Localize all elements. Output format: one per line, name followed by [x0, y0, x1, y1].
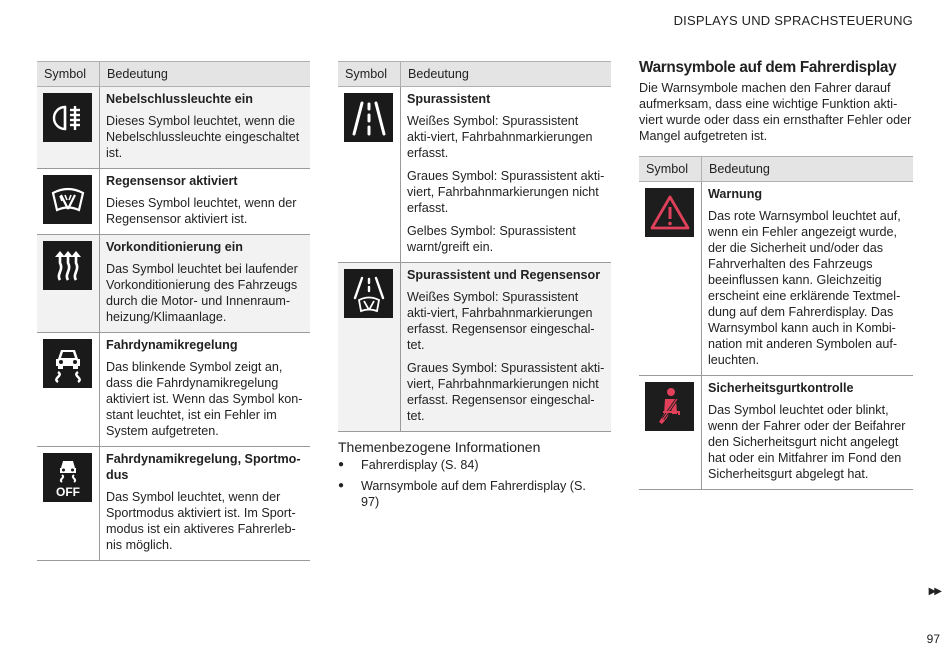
related-link[interactable]: ● Fahrerdisplay (S. 84)	[338, 458, 479, 472]
bullet-icon: ●	[338, 459, 345, 470]
fog-light-icon	[43, 93, 92, 142]
rain-sensor-icon	[43, 175, 92, 224]
col-header-symbol: Symbol	[639, 157, 702, 182]
lane-assist-rain-icon	[344, 269, 393, 318]
section-intro: Die Warnsymbole machen den Fahrer darauf aufmerksam, dass eine wichtige Funktion akti-viert wurde oder dass ein ernsthafter Fehler oder Mangel aufgetreten ist.	[639, 81, 912, 143]
row-text: Das Symbol leuchtet, wenn der Sportmodus aktiviert ist. Im Sport-modus ist ein aktiveres Fahrerleb-nis möglich.	[106, 490, 296, 552]
table-row	[37, 235, 310, 333]
row-text: Gelbes Symbol: Spurassistent warnt/greift ein.	[407, 224, 576, 254]
related-link[interactable]: ● Warnsymbole auf dem Fahrerdisplay (S. 97)	[338, 479, 586, 509]
col-header-symbol: Symbol	[338, 62, 401, 87]
row-title: Fahrdynamikregelung	[106, 338, 238, 352]
symbol-table-left	[37, 61, 310, 561]
symbol-table-middle	[338, 61, 611, 432]
row-text: Weißes Symbol: Spurassistent akti-viert, Fahrbahnmarkierungen erfasst. Regensensor eingeschal-tet.	[407, 290, 595, 352]
col-header-meaning: Bedeutung	[702, 157, 914, 182]
warning-triangle-icon	[645, 188, 694, 237]
table-row	[37, 87, 310, 169]
row-title: Warnung	[708, 187, 763, 201]
table-row	[639, 182, 913, 376]
section-title: Warnsymbole auf dem Fahrerdisplay	[639, 59, 897, 76]
row-text: Graues Symbol: Spurassistent akti-viert, Fahrbahnmarkierungen nicht erfasst. Regensensor eingeschal-tet.	[407, 361, 605, 423]
row-title: Sicherheitsgurtkontrolle	[708, 381, 854, 395]
warning-symbol-table	[639, 156, 913, 490]
table-row	[37, 447, 310, 561]
table-row	[338, 87, 611, 263]
preconditioning-icon	[43, 241, 92, 290]
row-text: Das Symbol leuchtet bei laufender Vorkonditionierung des Fahrzeugs durch die Motor- und Innenraum-heizung/Klimaanlage.	[106, 262, 298, 324]
row-text: Dieses Symbol leuchtet, wenn die Nebelschlussleuchte eingeschaltet ist.	[106, 114, 300, 160]
row-title: Regensensor aktiviert	[106, 174, 238, 188]
next-page-icon[interactable]: ▶▶	[928, 586, 940, 597]
row-text: Weißes Symbol: Spurassistent akti-viert, Fahrbahnmarkierungen erfasst.	[407, 114, 593, 160]
row-title: Nebelschlussleuchte ein	[106, 92, 253, 106]
related-info-title: Themenbezogene Informationen	[338, 439, 541, 455]
row-title: Spurassistent	[407, 92, 491, 106]
stability-off-icon	[43, 453, 92, 502]
col-header-symbol: Symbol	[37, 62, 100, 87]
table-row	[639, 376, 913, 490]
row-text: Dieses Symbol leuchtet, wenn der Regensensor aktiviert ist.	[106, 196, 297, 226]
table-row	[37, 169, 310, 235]
bullet-icon: ●	[338, 480, 345, 491]
row-text: Graues Symbol: Spurassistent akti-viert, Fahrbahnmarkierungen nicht erfasst.	[407, 169, 605, 215]
table-row	[338, 263, 611, 432]
row-text: Das rote Warnsymbol leuchtet auf, wenn ein Fehler angezeigt wurde, der die Sicherheit und/oder das Fahrverhalten des Fahrzeugs beeinflussen kann. Gleichzeitig erscheint eine erklärende Textmel-dung auf dem Fahrerdisplay. Das Warnsymbol kann auch in Kombi-nation mit anderen Symbolen auf-leuchten.	[708, 209, 901, 367]
row-title: Fahrdynamikregelung, Sportmo-dus	[106, 452, 301, 482]
row-text: Das blinkende Symbol zeigt an, dass die Fahrdynamikregelung aktiviert ist. Wenn das Symbol kon-stant leuchtet, ist ein Fehler im System aufgetreten.	[106, 360, 303, 438]
col-header-meaning: Bedeutung	[401, 62, 612, 87]
page-number: 97	[926, 632, 940, 646]
seatbelt-icon	[645, 382, 694, 431]
stability-control-icon	[43, 339, 92, 388]
table-row	[37, 333, 310, 447]
page-header: DISPLAYS UND SPRACHSTEUERUNG	[673, 13, 913, 28]
lane-assist-icon	[344, 93, 393, 142]
off-label: OFF	[55, 484, 80, 499]
row-title: Spurassistent und Regensensor	[407, 268, 601, 282]
row-title: Vorkonditionierung ein	[106, 240, 243, 254]
row-text: Das Symbol leuchtet oder blinkt, wenn der Fahrer oder der Beifahrer den Sicherheitsgurt nicht angelegt hat oder ein Mitfahrer im Fond den Sicherheitsgurt abgelegt hat.	[708, 403, 906, 481]
col-header-meaning: Bedeutung	[100, 62, 311, 87]
